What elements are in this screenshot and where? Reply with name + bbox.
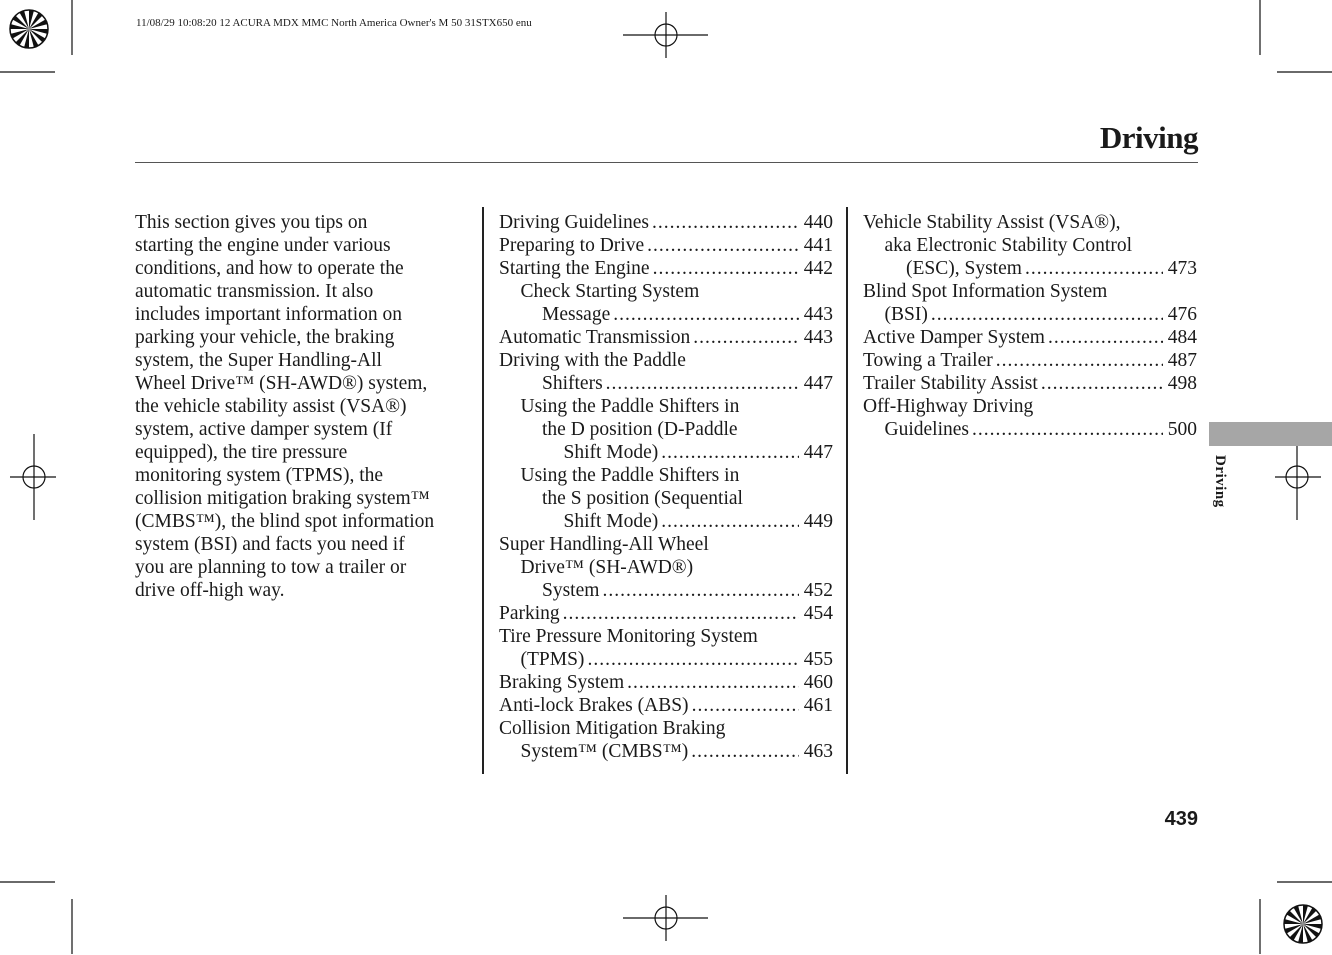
toc-leader-dots xyxy=(606,372,799,395)
toc-leader-dots xyxy=(1048,326,1163,349)
toc-entry-label: Super Handling-All Wheel xyxy=(499,534,709,555)
intro-paragraph xyxy=(135,211,475,602)
toc-entry-page: 463 xyxy=(803,741,833,762)
toc-entry-label: System™ (CMBS™) xyxy=(520,741,689,762)
intro-line: conditions, and how to operate the xyxy=(135,258,404,279)
toc-entry-label: Off-Highway Driving xyxy=(863,396,1034,417)
toc-entry xyxy=(499,349,833,372)
toc-entry[interactable] xyxy=(499,441,833,464)
toc-entry[interactable] xyxy=(499,211,833,234)
toc-entry-label: Active Damper System xyxy=(863,327,1045,348)
toc-entry xyxy=(499,280,833,303)
toc-entry[interactable] xyxy=(499,326,833,349)
toc-entry[interactable] xyxy=(499,671,833,694)
column-divider-2 xyxy=(846,207,848,774)
toc-leader-dots xyxy=(661,510,798,533)
toc-entry-page: 461 xyxy=(803,695,833,716)
toc-leader-dots xyxy=(691,740,799,763)
toc-entry-label: Driving Guidelines xyxy=(499,212,650,233)
intro-line: system, active damper system (If xyxy=(135,419,393,440)
toc-entry[interactable] xyxy=(863,326,1197,349)
toc-entry-label: Parking xyxy=(499,603,560,624)
toc-leader-dots xyxy=(602,579,798,602)
toc-entry xyxy=(863,211,1197,234)
toc-entry-label: (TPMS) xyxy=(520,649,585,670)
toc-entry[interactable] xyxy=(499,648,833,671)
toc-entry-page: 447 xyxy=(803,373,833,394)
toc-entry xyxy=(499,556,833,579)
toc-entry[interactable] xyxy=(499,579,833,602)
toc-entry[interactable] xyxy=(863,303,1197,326)
toc-leader-dots xyxy=(587,648,798,671)
toc-entry xyxy=(863,234,1197,257)
toc-entry-label: Driving with the Paddle xyxy=(499,350,686,371)
toc-leader-dots xyxy=(653,257,799,280)
toc-entry-page: 455 xyxy=(803,649,833,670)
toc-entry-page: 454 xyxy=(803,603,833,624)
toc-entry xyxy=(863,395,1197,418)
intro-line: equipped), the tire pressure xyxy=(135,442,348,463)
toc-entry-label: Anti-lock Brakes (ABS) xyxy=(499,695,689,716)
toc-entry-label: Collision Mitigation Braking xyxy=(499,718,726,739)
toc-entry-page: 440 xyxy=(803,212,833,233)
toc-entry-page: 500 xyxy=(1167,419,1197,440)
registration-starburst-bottom-right xyxy=(1274,895,1332,955)
toc-leader-dots xyxy=(652,211,799,234)
toc-leader-dots xyxy=(563,602,799,625)
intro-line: parking your vehicle, the braking xyxy=(135,327,395,348)
toc-entry-label: Trailer Stability Assist xyxy=(863,373,1038,394)
toc-entry-label: the D position (D-Paddle xyxy=(542,419,738,440)
toc-leader-dots xyxy=(661,441,798,464)
intro-line: includes important information on xyxy=(135,304,402,325)
toc-leader-dots xyxy=(1041,372,1163,395)
toc-entry-label: Towing a Trailer xyxy=(863,350,993,371)
intro-line: starting the engine under various xyxy=(135,235,391,256)
section-title: Driving xyxy=(1099,120,1198,155)
toc-entry-page: 498 xyxy=(1167,373,1197,394)
toc-leader-dots xyxy=(692,694,799,717)
intro-line: system, the Super Handling-All xyxy=(135,350,382,371)
toc-entry[interactable] xyxy=(499,510,833,533)
toc-entry[interactable] xyxy=(499,257,833,280)
toc-entry-label: Drive™ (SH-AWD®) xyxy=(520,557,694,578)
registration-starburst-top-left xyxy=(0,0,60,60)
title-rule xyxy=(135,162,1198,163)
toc-entry-label: aka Electronic Stability Control xyxy=(884,235,1132,256)
toc-entry-page: 441 xyxy=(803,235,833,256)
toc-entry-label: Check Starting System xyxy=(520,281,700,302)
toc-entry-label: Guidelines xyxy=(884,419,969,440)
toc-entry-label: Starting the Engine xyxy=(499,258,650,279)
toc-entry-label: Tire Pressure Monitoring System xyxy=(499,626,758,647)
toc-column-2 xyxy=(863,211,1197,451)
toc-column-1 xyxy=(499,211,833,771)
toc-entry-page: 447 xyxy=(803,442,833,463)
column-divider-1 xyxy=(482,207,484,774)
toc-entry-page: 449 xyxy=(803,511,833,532)
toc-leader-dots xyxy=(972,418,1163,441)
toc-entry-label: the S position (Sequential xyxy=(542,488,743,509)
toc-entry[interactable] xyxy=(863,257,1197,280)
intro-line: This section gives you tips on xyxy=(135,212,368,233)
toc-entry-page: 443 xyxy=(803,327,833,348)
intro-line: monitoring system (TPMS), the xyxy=(135,465,384,486)
toc-entry xyxy=(499,717,833,740)
toc-entry-label: System xyxy=(542,580,600,601)
side-tab-label: Driving xyxy=(1212,455,1228,508)
toc-entry-label: Shifters xyxy=(542,373,603,394)
toc-entry-label: (BSI) xyxy=(884,304,928,325)
toc-entry-page: 487 xyxy=(1167,350,1197,371)
intro-line: collision mitigation braking system™ xyxy=(135,488,430,509)
toc-entry-label: Braking System xyxy=(499,672,625,693)
page-number: 439 xyxy=(1164,808,1198,830)
toc-entry-page: 452 xyxy=(803,580,833,601)
section-side-tab xyxy=(1209,422,1332,446)
toc-entry-label: Shift Mode) xyxy=(563,442,659,463)
intro-line: automatic transmission. It also xyxy=(135,281,374,302)
toc-entry xyxy=(499,395,833,418)
toc-entry[interactable] xyxy=(499,740,833,763)
toc-entry-label: Automatic Transmission xyxy=(499,327,691,348)
toc-entry[interactable] xyxy=(863,418,1197,441)
toc-entry-label: Vehicle Stability Assist (VSA®), xyxy=(863,212,1121,233)
toc-entry-page: 442 xyxy=(803,258,833,279)
toc-entry[interactable] xyxy=(499,234,833,257)
toc-entry-page: 473 xyxy=(1167,258,1197,279)
toc-entry[interactable] xyxy=(499,602,833,625)
toc-entry-label: Using the Paddle Shifters in xyxy=(520,465,740,486)
toc-leader-dots xyxy=(996,349,1163,372)
intro-line: (CMBS™), the blind spot information xyxy=(135,511,435,532)
intro-line: the vehicle stability assist (VSA®) xyxy=(135,396,407,417)
toc-entry xyxy=(499,487,833,510)
toc-entry-label: Preparing to Drive xyxy=(499,235,645,256)
toc-entry xyxy=(499,418,833,441)
intro-line: system (BSI) and facts you need if xyxy=(135,534,405,555)
toc-entry-label: Message xyxy=(542,304,611,325)
toc-leader-dots xyxy=(627,671,799,694)
toc-entry[interactable] xyxy=(863,372,1197,395)
toc-entry-label: Blind Spot Information System xyxy=(863,281,1108,302)
toc-entry[interactable] xyxy=(499,303,833,326)
toc-entry-page: 460 xyxy=(803,672,833,693)
toc-leader-dots xyxy=(613,303,799,326)
print-job-info: 11/08/29 10:08:20 12 ACURA MDX MMC North America Owner's M 50 31STX650 enu xyxy=(136,17,532,29)
toc-leader-dots xyxy=(1025,257,1163,280)
toc-entry-label: Shift Mode) xyxy=(563,511,659,532)
toc-entry[interactable] xyxy=(499,372,833,395)
intro-line: drive off-high way. xyxy=(135,580,285,601)
toc-entry[interactable] xyxy=(863,349,1197,372)
toc-entry-label: (ESC), System xyxy=(906,258,1022,279)
toc-entry xyxy=(499,533,833,556)
toc-entry-page: 476 xyxy=(1167,304,1197,325)
toc-leader-dots xyxy=(693,326,799,349)
toc-entry xyxy=(863,280,1197,303)
toc-entry-label: Using the Paddle Shifters in xyxy=(520,396,740,417)
toc-leader-dots xyxy=(931,303,1163,326)
toc-leader-dots xyxy=(647,234,799,257)
toc-entry xyxy=(499,464,833,487)
intro-line: Wheel Drive™ (SH-AWD®) system, xyxy=(135,373,428,394)
intro-line: you are planning to tow a trailer or xyxy=(135,557,407,578)
toc-entry-page: 484 xyxy=(1167,327,1197,348)
toc-entry[interactable] xyxy=(499,694,833,717)
toc-entry-page: 443 xyxy=(803,304,833,325)
toc-entry xyxy=(499,625,833,648)
